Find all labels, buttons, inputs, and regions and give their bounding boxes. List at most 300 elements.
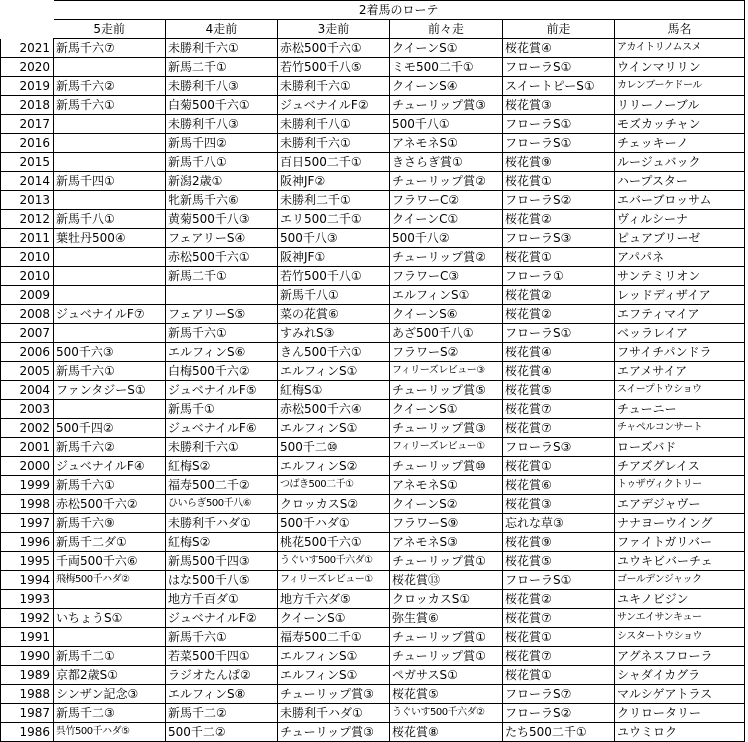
table-row (1, 39, 745, 58)
table-row (1, 438, 745, 457)
table-row (1, 286, 745, 305)
race-4-ago-cell: ラジオたんぱ② (166, 666, 278, 685)
table-row (1, 191, 745, 210)
previous-race-cell: 桜花賞③ (503, 495, 615, 514)
year-cell: 1986 (1, 723, 54, 742)
table-row (1, 324, 745, 343)
horse-name-cell: アカイトリノムスメ (615, 39, 745, 58)
race-2-ago-cell: チューリップ賞③ (390, 419, 503, 438)
year-cell: 2005 (1, 362, 54, 381)
race-3-ago-cell: エルフィンS① (278, 647, 390, 666)
table-row (1, 723, 745, 742)
race-2-ago-cell: チューリップ賞⑤ (390, 381, 503, 400)
race-2-ago-cell: チューリップ賞⑩ (390, 457, 503, 476)
year-cell: 2013 (1, 191, 54, 210)
race-3-ago-cell: 地方千六ダ⑤ (278, 590, 390, 609)
race-5-ago-cell (54, 191, 166, 210)
race-4-ago-cell: 新馬千八① (166, 153, 278, 172)
race-2-ago-cell: チューリップ賞③ (390, 96, 503, 115)
race-4-ago-cell: 地方千百ダ① (166, 590, 278, 609)
race-2-ago-cell: チューリップ賞① (390, 552, 503, 571)
horse-name-cell: マルシゲアトラス (615, 685, 745, 704)
table-row (1, 248, 745, 267)
year-cell: 1994 (1, 571, 54, 590)
year-cell: 1990 (1, 647, 54, 666)
race-5-ago-cell: 千両500千六⑥ (54, 552, 166, 571)
table-row (1, 419, 745, 438)
header-row (1, 20, 745, 39)
race-5-ago-cell (54, 628, 166, 647)
year-cell: 1989 (1, 666, 54, 685)
horse-name-cell: スイープトウショウ (615, 381, 745, 400)
table-row (1, 571, 745, 590)
table-row (1, 628, 745, 647)
race-5-ago-cell: 新馬千二ダ① (54, 533, 166, 552)
year-cell: 2017 (1, 115, 54, 134)
previous-race-cell: フローラS① (503, 571, 615, 590)
race-5-ago-cell (54, 153, 166, 172)
year-cell: 2018 (1, 96, 54, 115)
race-2-ago-cell: アネモネS① (390, 476, 503, 495)
horse-name-cell: ユウキビバーチェ (615, 552, 745, 571)
table-row (1, 267, 745, 286)
race-4-ago-cell: ひいらぎ500千八⑥ (166, 495, 278, 514)
previous-race-cell: 桜花賞④ (503, 343, 615, 362)
race-3-ago-cell: フィリーズレビュー① (278, 571, 390, 590)
previous-race-cell: フローラ① (503, 267, 615, 286)
race-5-ago-cell (54, 248, 166, 267)
horse-name-cell: チェッキーノ (615, 134, 745, 153)
race-4-ago-cell: はな500千八⑤ (166, 571, 278, 590)
race-2-ago-cell: 桜花賞⑧ (390, 723, 503, 742)
race-3-ago-cell: 若竹500千八⑤ (278, 58, 390, 77)
race-3-ago-cell: 未勝利千八① (278, 115, 390, 134)
previous-race-cell: 桜花賞① (503, 457, 615, 476)
header-3-races-ago: 3走前 (278, 20, 390, 39)
race-5-ago-cell: 新馬千六① (54, 476, 166, 495)
table-row (1, 552, 745, 571)
table-row (1, 666, 745, 685)
year-cell: 2010 (1, 248, 54, 267)
year-cell: 1996 (1, 533, 54, 552)
race-4-ago-cell: 新馬千六① (166, 628, 278, 647)
horse-name-cell: カレンブーケドール (615, 77, 745, 96)
previous-race-cell: 桜花賞⑥ (503, 476, 615, 495)
race-5-ago-cell (54, 115, 166, 134)
previous-race-cell: フローラS① (503, 324, 615, 343)
race-3-ago-cell: エルフィンS① (278, 666, 390, 685)
previous-race-cell: 桜花賞⑤ (503, 381, 615, 400)
year-cell: 1988 (1, 685, 54, 704)
race-5-ago-cell: 新馬千二③ (54, 704, 166, 723)
race-5-ago-cell: いちょうS① (54, 609, 166, 628)
year-cell: 2002 (1, 419, 54, 438)
table-row (1, 495, 745, 514)
table-row (1, 305, 745, 324)
year-cell: 2015 (1, 153, 54, 172)
previous-race-cell: フローラS③ (503, 438, 615, 457)
race-3-ago-cell: 赤松500千六① (278, 39, 390, 58)
horse-name-cell: シャダイカグラ (615, 666, 745, 685)
horse-name-cell: サンテミリオン (615, 267, 745, 286)
previous-race-cell: 忘れな草③ (503, 514, 615, 533)
previous-race-cell: 桜花賞① (503, 666, 615, 685)
previous-race-cell: 桜花賞⑦ (503, 647, 615, 666)
race-3-ago-cell: チューリップ賞③ (278, 685, 390, 704)
year-cell: 2008 (1, 305, 54, 324)
table-row (1, 96, 745, 115)
race-2-ago-cell: きさらぎ賞① (390, 153, 503, 172)
previous-race-cell: 桜花賞④ (503, 362, 615, 381)
race-2-ago-cell: チューリップ賞② (390, 172, 503, 191)
previous-race-cell: フローラS③ (503, 229, 615, 248)
race-4-ago-cell: 福寿500二千② (166, 476, 278, 495)
year-cell: 2014 (1, 172, 54, 191)
horse-name-cell: ナナヨーウイング (615, 514, 745, 533)
table-row (1, 381, 745, 400)
race-4-ago-cell: 若菜500千四① (166, 647, 278, 666)
race-2-ago-cell: チューリップ賞① (390, 628, 503, 647)
horse-name-cell: ウインマリリン (615, 58, 745, 77)
race-4-ago-cell: ジュベナイルF⑥ (166, 419, 278, 438)
race-3-ago-cell: エルフィンS② (278, 457, 390, 476)
table-row (1, 134, 745, 153)
race-2-ago-cell: フィリーズレビュー③ (390, 362, 503, 381)
race-5-ago-cell: 新馬千六⑨ (54, 514, 166, 533)
horse-name-cell: エアデジャヴー (615, 495, 745, 514)
race-5-ago-cell: 赤松500千六② (54, 495, 166, 514)
year-cell: 1995 (1, 552, 54, 571)
horse-name-cell: ローズバド (615, 438, 745, 457)
race-4-ago-cell: 新馬二千① (166, 58, 278, 77)
year-cell: 1999 (1, 476, 54, 495)
header-5-races-ago: 5走前 (54, 20, 166, 39)
horse-name-cell: エアメサイア (615, 362, 745, 381)
race-5-ago-cell (54, 58, 166, 77)
previous-race-cell: 桜花賞① (503, 248, 615, 267)
table-row (1, 533, 745, 552)
horse-name-cell: ユウミロク (615, 723, 745, 742)
race-5-ago-cell (54, 400, 166, 419)
race-4-ago-cell: 白梅500千六② (166, 362, 278, 381)
previous-race-cell: フローラS① (503, 58, 615, 77)
race-4-ago-cell: ジュベナイルF② (166, 609, 278, 628)
table-row (1, 647, 745, 666)
race-3-ago-cell: 未勝利二千① (278, 191, 390, 210)
race-3-ago-cell: 福寿500二千① (278, 628, 390, 647)
year-cell: 1998 (1, 495, 54, 514)
previous-race-cell: 桜花賞① (503, 628, 615, 647)
race-5-ago-cell (54, 134, 166, 153)
year-cell: 2003 (1, 400, 54, 419)
year-cell: 1992 (1, 609, 54, 628)
horse-name-cell: モズカッチャン (615, 115, 745, 134)
corner-cell (1, 1, 54, 20)
previous-race-cell: 桜花賞⑦ (503, 609, 615, 628)
race-5-ago-cell: 飛梅500千ハダ② (54, 571, 166, 590)
race-3-ago-cell: 阪神JF② (278, 172, 390, 191)
year-cell: 2004 (1, 381, 54, 400)
race-2-ago-cell: エルフィンS① (390, 286, 503, 305)
previous-race-cell: 桜花賞⑦ (503, 400, 615, 419)
header-corner-cell (1, 20, 54, 39)
table-row (1, 77, 745, 96)
table-row (1, 514, 745, 533)
previous-race-cell: フローラS① (503, 115, 615, 134)
race-2-ago-cell: ペガサスS① (390, 666, 503, 685)
year-cell: 2019 (1, 77, 54, 96)
year-cell: 2011 (1, 229, 54, 248)
race-3-ago-cell: 菜の花賞⑥ (278, 305, 390, 324)
horse-name-cell: ピュアブリーゼ (615, 229, 745, 248)
race-5-ago-cell: 新馬千六① (54, 96, 166, 115)
race-2-ago-cell: 弥生賞⑥ (390, 609, 503, 628)
race-3-ago-cell: 赤松500千六④ (278, 400, 390, 419)
year-cell: 2000 (1, 457, 54, 476)
race-5-ago-cell: 新馬千六② (54, 438, 166, 457)
horse-name-cell: ゴールデンジャック (615, 571, 745, 590)
race-5-ago-cell: 500千六③ (54, 343, 166, 362)
year-cell: 2006 (1, 343, 54, 362)
race-2-ago-cell: フィリーズレビュー① (390, 438, 503, 457)
race-4-ago-cell: 白菊500千六① (166, 96, 278, 115)
race-2-ago-cell: クロッカスS① (390, 590, 503, 609)
race-5-ago-cell (54, 590, 166, 609)
race-2-ago-cell: フラワーS⑨ (390, 514, 503, 533)
horse-name-cell: ヴィルシーナ (615, 210, 745, 229)
table-row (1, 476, 745, 495)
race-3-ago-cell: 未勝利千六① (278, 134, 390, 153)
race-4-ago-cell (166, 286, 278, 305)
race-5-ago-cell: 京都2歳S① (54, 666, 166, 685)
race-4-ago-cell: 牝新馬千六⑥ (166, 191, 278, 210)
previous-race-cell: スイートピーS① (503, 77, 615, 96)
table-row (1, 590, 745, 609)
race-3-ago-cell: すみれS③ (278, 324, 390, 343)
race-5-ago-cell: 新馬千六① (54, 362, 166, 381)
previous-race-cell: たち500二千① (503, 723, 615, 742)
year-cell: 2020 (1, 58, 54, 77)
race-2-ago-cell: クイーンS⑥ (390, 305, 503, 324)
race-4-ago-cell: フェアリーS④ (166, 229, 278, 248)
race-3-ago-cell: 500千ハダ① (278, 514, 390, 533)
race-2-ago-cell: フラワーS② (390, 343, 503, 362)
race-4-ago-cell: 新馬千二② (166, 704, 278, 723)
year-cell: 1993 (1, 590, 54, 609)
race-3-ago-cell: クロッカスS② (278, 495, 390, 514)
table-row (1, 704, 745, 723)
previous-race-cell: 桜花賞⑤ (503, 552, 615, 571)
table-row (1, 685, 745, 704)
race-3-ago-cell: 百日500二千① (278, 153, 390, 172)
race-3-ago-cell: 500千八③ (278, 229, 390, 248)
race-4-ago-cell: 紅梅S② (166, 533, 278, 552)
race-2-ago-cell: アネモネS③ (390, 533, 503, 552)
race-5-ago-cell: 葉牡丹500④ (54, 229, 166, 248)
race-3-ago-cell: クイーンS① (278, 609, 390, 628)
race-4-ago-cell: 未勝利千六① (166, 438, 278, 457)
race-3-ago-cell: 未勝利千六① (278, 77, 390, 96)
table-row (1, 210, 745, 229)
race-5-ago-cell: ジュベナイルF④ (54, 457, 166, 476)
race-2-ago-cell: クイーンS④ (390, 77, 503, 96)
race-3-ago-cell: きん500千六① (278, 343, 390, 362)
previous-race-cell: フローラS② (503, 191, 615, 210)
race-2-ago-cell: アネモネS① (390, 134, 503, 153)
year-cell: 2009 (1, 286, 54, 305)
race-4-ago-cell: 紅梅S② (166, 457, 278, 476)
previous-race-cell: 桜花賞④ (503, 39, 615, 58)
race-3-ago-cell: つばき500二千① (278, 476, 390, 495)
race-4-ago-cell: 新馬千四② (166, 134, 278, 153)
race-3-ago-cell: 紅梅S① (278, 381, 390, 400)
table-row (1, 457, 745, 476)
previous-race-cell: 桜花賞① (503, 172, 615, 191)
table-row (1, 153, 745, 172)
race-2-ago-cell: チューリップ賞① (390, 647, 503, 666)
table-title: 2着馬のローテ (54, 1, 745, 20)
race-5-ago-cell: シンザン記念③ (54, 685, 166, 704)
table-row (1, 609, 745, 628)
race-5-ago-cell: 新馬千六⑦ (54, 39, 166, 58)
race-2-ago-cell: ミモ500二千① (390, 58, 503, 77)
race-3-ago-cell: チューリップ賞③ (278, 723, 390, 742)
race-4-ago-cell: 未勝利千ハダ① (166, 514, 278, 533)
header-previous-race: 前走 (503, 20, 615, 39)
horse-name-cell: フサイチパンドラ (615, 343, 745, 362)
race-4-ago-cell: 未勝利千八③ (166, 77, 278, 96)
race-3-ago-cell: 新馬千八① (278, 286, 390, 305)
race-4-ago-cell: エルフィンS⑧ (166, 685, 278, 704)
horse-name-cell: チューニー (615, 400, 745, 419)
race-2-ago-cell: クイーンC① (390, 210, 503, 229)
year-cell: 1991 (1, 628, 54, 647)
table-row (1, 400, 745, 419)
race-5-ago-cell: 呉竹500千ハダ⑤ (54, 723, 166, 742)
race-4-ago-cell: 未勝利千六① (166, 39, 278, 58)
horse-name-cell: チャペルコンサート (615, 419, 745, 438)
race-2-ago-cell: 500千八① (390, 115, 503, 134)
race-4-ago-cell: 黄菊500千八③ (166, 210, 278, 229)
previous-race-cell: 桜花賞② (503, 590, 615, 609)
horse-name-cell: ユキノビジン (615, 590, 745, 609)
horse-name-cell: レッドディザイア (615, 286, 745, 305)
race-4-ago-cell: 未勝利千八③ (166, 115, 278, 134)
race-5-ago-cell: 新馬千四① (54, 172, 166, 191)
title-row (1, 1, 745, 20)
race-4-ago-cell: 新馬千① (166, 400, 278, 419)
race-3-ago-cell: エリ500二千① (278, 210, 390, 229)
race-5-ago-cell (54, 286, 166, 305)
table-row (1, 58, 745, 77)
previous-race-cell: 桜花賞② (503, 305, 615, 324)
year-cell: 2021 (1, 39, 54, 58)
year-cell: 2010 (1, 267, 54, 286)
race-4-ago-cell: 赤松500千六① (166, 248, 278, 267)
horse-name-cell: クリロータリー (615, 704, 745, 723)
race-2-ago-cell: あざ500千八① (390, 324, 503, 343)
horse-name-cell: ハープスター (615, 172, 745, 191)
race-5-ago-cell: 新馬千二① (54, 647, 166, 666)
race-4-ago-cell: 新馬千六① (166, 324, 278, 343)
race-4-ago-cell: 500千二② (166, 723, 278, 742)
previous-race-cell: 桜花賞⑨ (503, 533, 615, 552)
table-row (1, 343, 745, 362)
horse-name-cell: チアズグレイス (615, 457, 745, 476)
race-4-ago-cell: 新馬二千① (166, 267, 278, 286)
race-2-ago-cell: 500千八② (390, 229, 503, 248)
year-cell: 2016 (1, 134, 54, 153)
race-3-ago-cell: 若竹500千八① (278, 267, 390, 286)
horse-name-cell: ルージュバック (615, 153, 745, 172)
race-2-ago-cell: フラワーC② (390, 191, 503, 210)
race-3-ago-cell: うぐいす500千六ダ① (278, 552, 390, 571)
year-cell: 2007 (1, 324, 54, 343)
header-horse-name: 馬名 (615, 20, 745, 39)
previous-race-cell: 桜花賞② (503, 286, 615, 305)
race-2-ago-cell: チューリップ賞② (390, 248, 503, 267)
horse-name-cell: ベッラレイア (615, 324, 745, 343)
race-4-ago-cell: 新潟2歳① (166, 172, 278, 191)
horse-name-cell: リリーノーブル (615, 96, 745, 115)
horse-name-cell: アグネスフローラ (615, 647, 745, 666)
previous-race-cell: 桜花賞⑨ (503, 153, 615, 172)
header-2-races-ago: 前々走 (390, 20, 503, 39)
table-row (1, 172, 745, 191)
year-cell: 2001 (1, 438, 54, 457)
previous-race-cell: 桜花賞③ (503, 96, 615, 115)
race-3-ago-cell: 桃花500千六① (278, 533, 390, 552)
table-row (1, 362, 745, 381)
race-3-ago-cell: 500千二⑩ (278, 438, 390, 457)
previous-race-cell: 桜花賞② (503, 210, 615, 229)
race-4-ago-cell: 新馬500千四③ (166, 552, 278, 571)
race-2-ago-cell: クイーンS① (390, 39, 503, 58)
previous-race-cell: フローラS① (503, 134, 615, 153)
race-2-ago-cell: フラワーC③ (390, 267, 503, 286)
horse-name-cell: サンエイサンキュー (615, 609, 745, 628)
race-4-ago-cell: エルフィンS⑥ (166, 343, 278, 362)
race-2-ago-cell: 桜花賞⑤ (390, 685, 503, 704)
horse-name-cell: シスタートウショウ (615, 628, 745, 647)
table-row (1, 229, 745, 248)
race-3-ago-cell: エルフィンS① (278, 362, 390, 381)
race-3-ago-cell: 阪神JF① (278, 248, 390, 267)
race-5-ago-cell (54, 324, 166, 343)
year-cell: 2012 (1, 210, 54, 229)
previous-race-cell: 桜花賞⑦ (503, 419, 615, 438)
race-5-ago-cell: ジュベナイルF⑦ (54, 305, 166, 324)
race-5-ago-cell: 新馬千八① (54, 210, 166, 229)
race-2-ago-cell: クイーンS① (390, 400, 503, 419)
race-2-ago-cell: 桜花賞⑬ (390, 571, 503, 590)
previous-race-cell: フローラS② (503, 704, 615, 723)
race-5-ago-cell: ファンタジーS① (54, 381, 166, 400)
race-5-ago-cell: 500千四② (54, 419, 166, 438)
race-5-ago-cell (54, 267, 166, 286)
horse-name-cell: ファイトガリバー (615, 533, 745, 552)
horse-name-cell: トゥザヴィクトリー (615, 476, 745, 495)
race-5-ago-cell: 新馬千六② (54, 77, 166, 96)
race-3-ago-cell: 未勝利千ハダ① (278, 704, 390, 723)
horse-name-cell: エフティマイア (615, 305, 745, 324)
year-cell: 1987 (1, 704, 54, 723)
race-2-ago-cell: クイーンS② (390, 495, 503, 514)
previous-race-cell: フローラS⑦ (503, 685, 615, 704)
header-4-races-ago: 4走前 (166, 20, 278, 39)
year-cell: 1997 (1, 514, 54, 533)
horse-name-cell: エバーブロッサム (615, 191, 745, 210)
